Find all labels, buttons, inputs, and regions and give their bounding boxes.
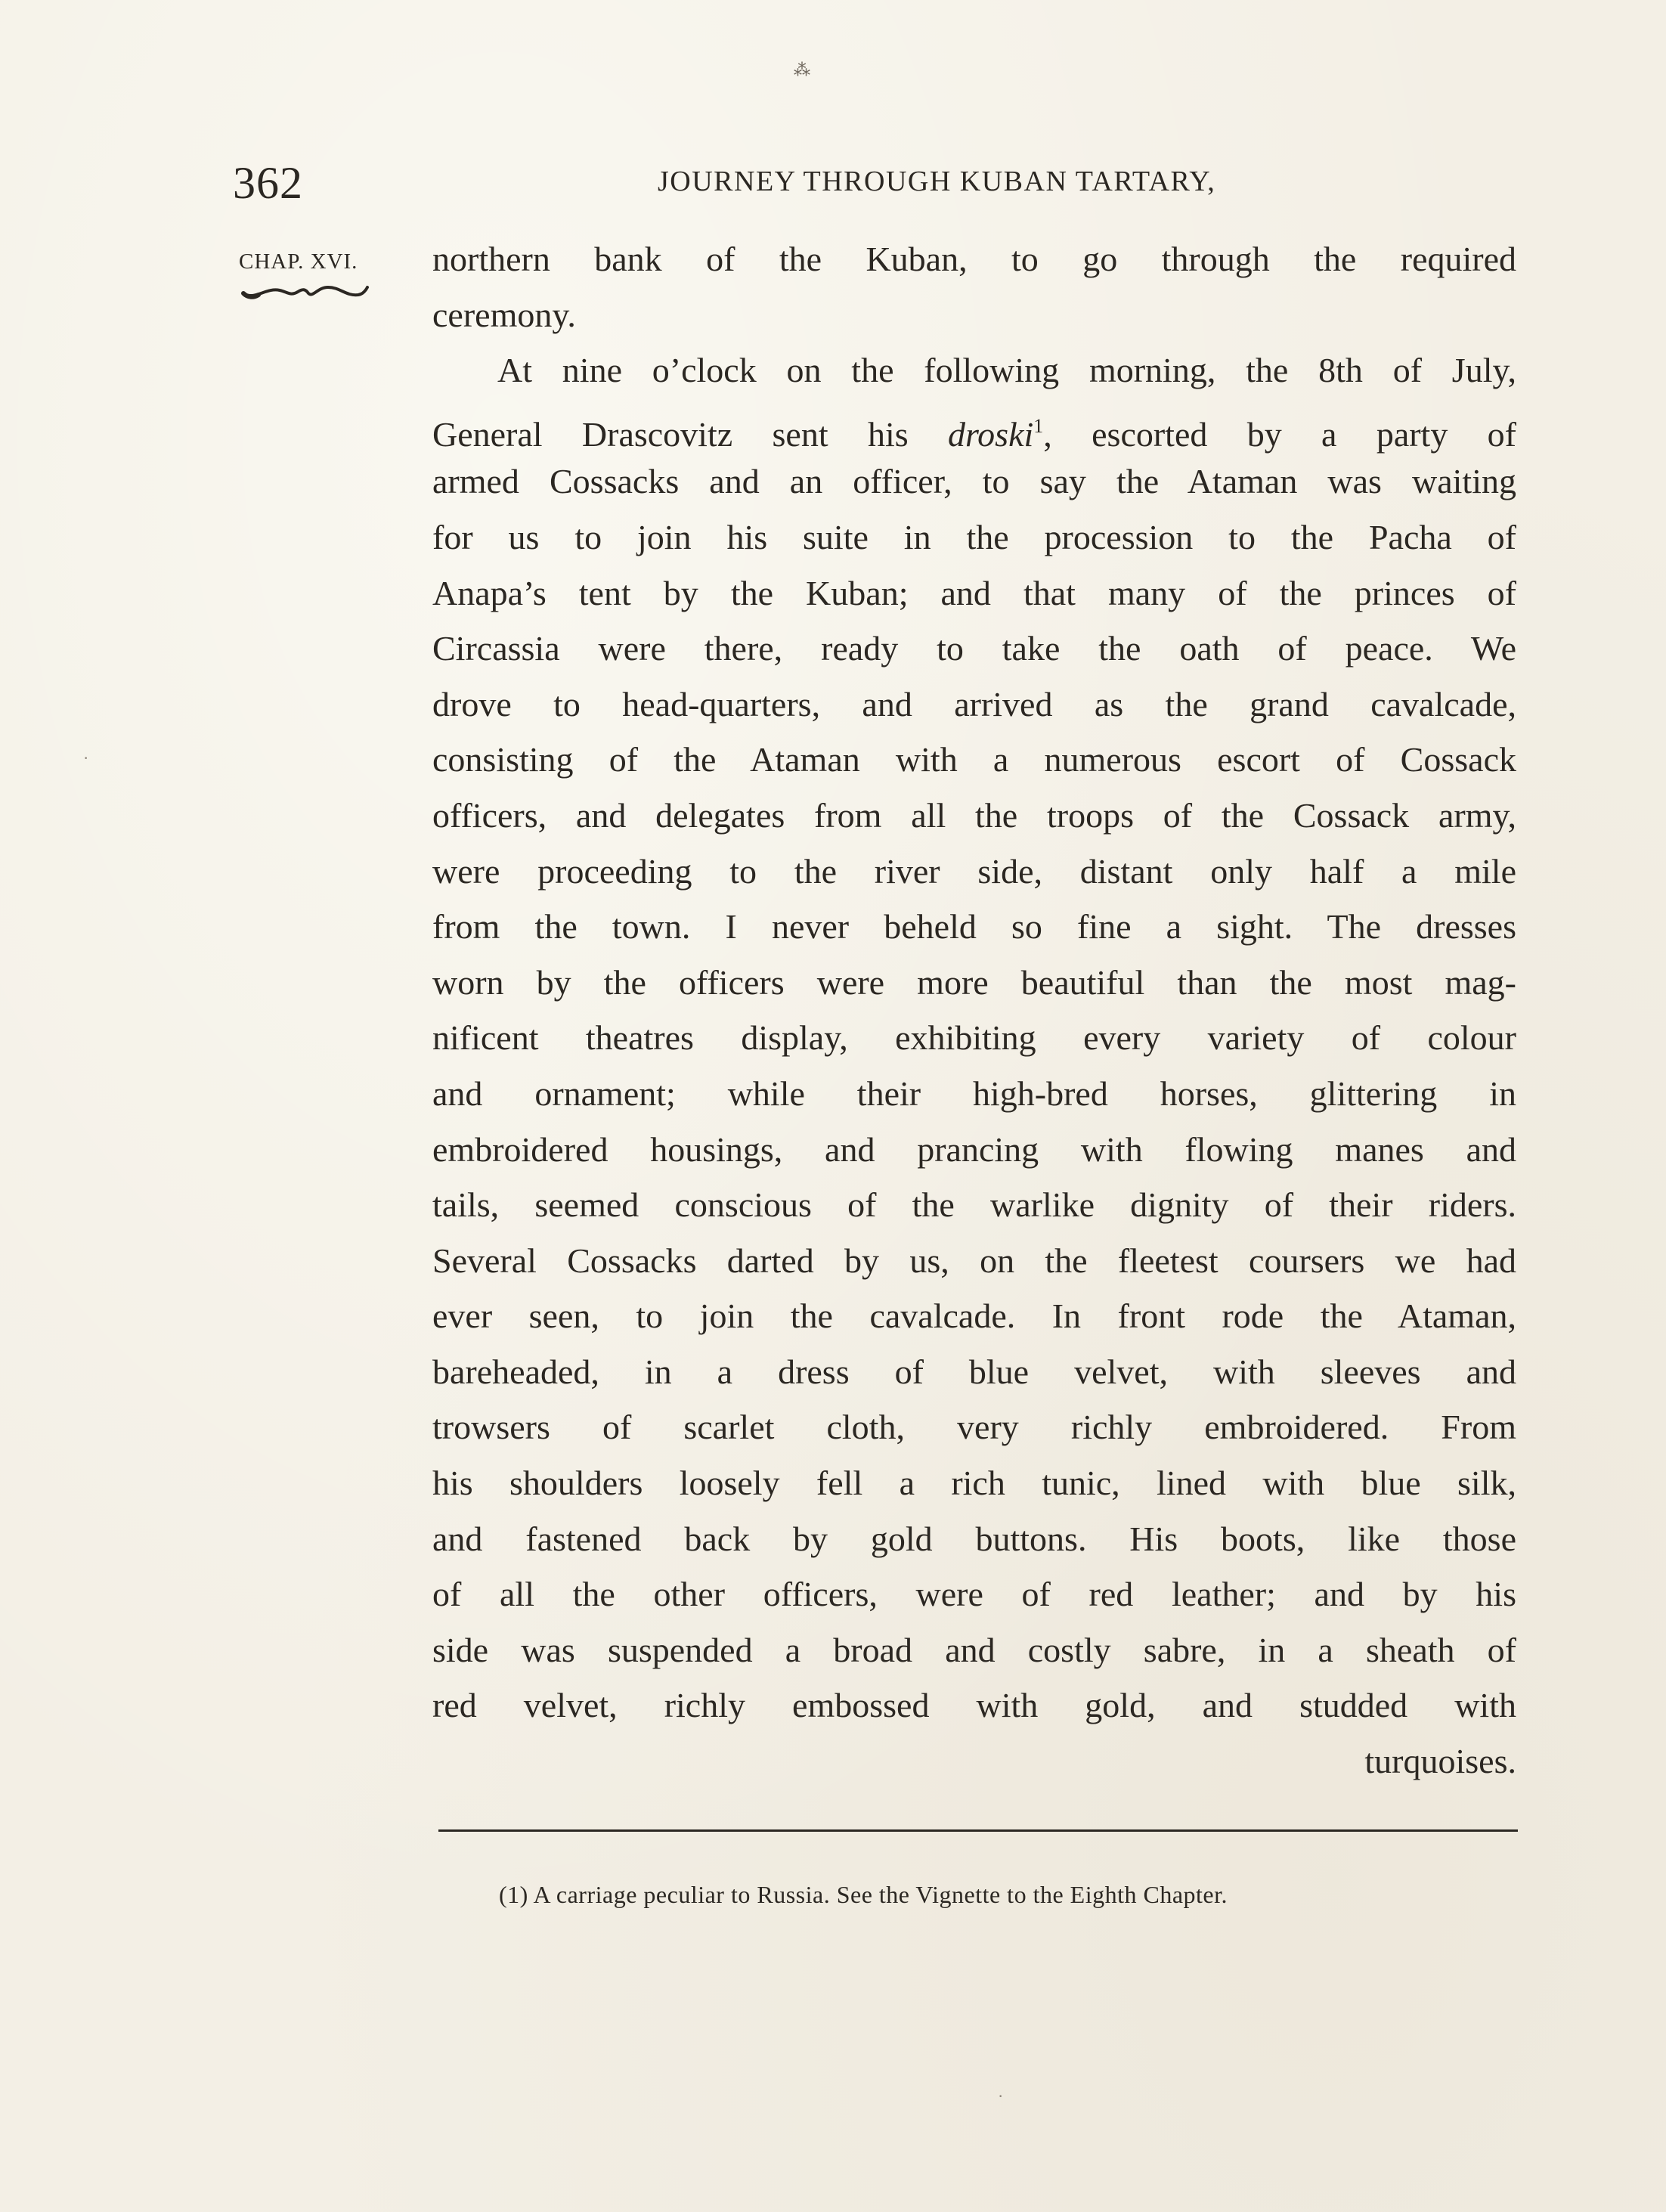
text-line: trowsers of scarlet cloth, very richly embroidered. From [432, 1408, 1516, 1447]
text-line: from the town. I never beheld so fine a sight. The dresses [432, 907, 1516, 946]
text-line: Circassia were there, ready to take the oath of peace. We [432, 629, 1516, 668]
footnote-reference: 1 [1033, 414, 1044, 437]
italic-term: droski [947, 414, 1034, 454]
text-line: armed Cossacks and an officer, to say the Ataman was waiting [432, 462, 1516, 501]
text-segment: General Drascovitz sent his [432, 414, 909, 454]
text-line: ever seen, to join the cavalcade. In front rode the Ataman, [432, 1297, 1516, 1336]
text-line: his shoulders loosely fell a rich tunic, lined with blue silk, [432, 1464, 1516, 1503]
text-line: officers, and delegates from all the troops of the Cossack army, [432, 795, 1516, 835]
paper-speck: · [83, 748, 89, 767]
text-line: Anapa’s tent by the Kuban; and that many of the princes of [432, 573, 1516, 612]
text-line-with-footnote-ref [432, 398, 1516, 454]
printer-mark: ⁂ [794, 60, 810, 79]
text-line: embroidered housings, and prancing with flowing manes and [432, 1129, 1516, 1169]
chapter-label: CHAP. XVI. [239, 249, 358, 274]
text-line: consisting of the Ataman with a numerous escort of Cossack [432, 740, 1516, 779]
text-line: for us to join his suite in the procession to the Pacha of [432, 517, 1516, 556]
text-line: bareheaded, in a dress of blue velvet, with sleeves and [432, 1352, 1516, 1391]
text-line: ceremony. [432, 295, 576, 334]
text-line: nificent theatres display, exhibiting every variety of colour [432, 1018, 1516, 1058]
paper-speck: · [998, 2087, 1004, 2105]
text-line: were proceeding to the river side, distant only half a mile [432, 851, 1516, 891]
text-line-final: turquoises. [1364, 1742, 1516, 1781]
text-line: tails, seemed conscious of the warlike dignity of their riders. [432, 1185, 1516, 1225]
text-line: and ornament; while their high-bred horses, glittering in [432, 1073, 1516, 1113]
swash-ornament-icon [240, 281, 370, 304]
text-line: of all the other officers, were of red leather; and by his [432, 1575, 1516, 1614]
footnote-rule [438, 1829, 1518, 1832]
body-text [432, 231, 1516, 1789]
text-line: and fastened back by gold buttons. His boots, like those [432, 1519, 1516, 1558]
text-line: northern bank of the Kuban, to go through the required [432, 240, 1516, 278]
text-line: worn by the officers were more beautiful than the most mag- [432, 962, 1516, 1002]
running-title: JOURNEY THROUGH KUBAN TARTARY, [658, 166, 1216, 197]
page-number: 362 [233, 158, 303, 208]
text-segment: , escorted by a party of [1043, 414, 1516, 454]
text-line: At nine o’clock on the following morning, the 8th of July, [497, 351, 1516, 390]
footnote: (1) A carriage peculiar to Russia. See the Vignette to the Eighth Chapter. [499, 1881, 1228, 1908]
text-line: side was suspended a broad and costly sabre, in a sheath of [432, 1630, 1516, 1669]
text-line: Several Cossacks darted by us, on the fleetest coursers we had [432, 1241, 1516, 1280]
text-line: drove to head-quarters, and arrived as the grand cavalcade, [432, 684, 1516, 723]
text-line: red velvet, richly embossed with gold, and studded with [432, 1686, 1516, 1725]
